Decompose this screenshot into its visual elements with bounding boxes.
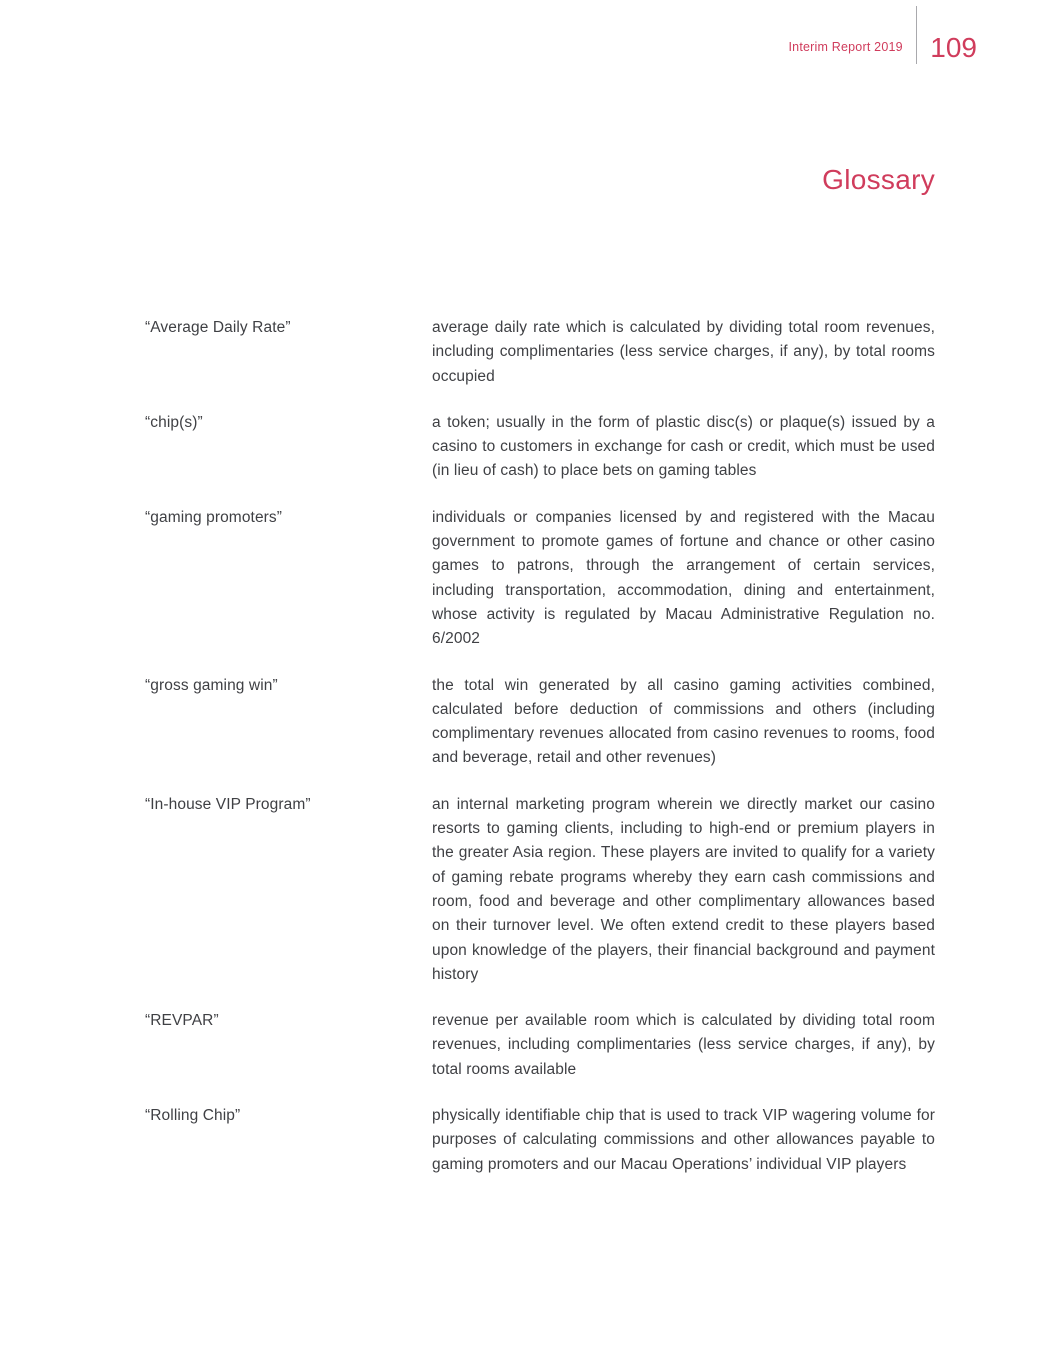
page-title: Glossary (822, 164, 935, 195)
page-number: 109 (930, 32, 977, 63)
page-header (789, 6, 978, 64)
glossary-term: “Average Daily Rate” (145, 319, 291, 336)
glossary-list (145, 316, 935, 1199)
glossary-definition: a token; usually in the form of plastic disc(s) or plaque(s) issued by a casino to customers in exchange for cash or credit, which must be used (in lieu of cash) to place bets on gaming tables (432, 413, 935, 480)
glossary-entry (145, 411, 935, 484)
glossary-entry (145, 1009, 935, 1082)
report-title: Interim Report 2019 (788, 40, 903, 54)
glossary-term: “gross gaming win” (145, 676, 278, 694)
glossary-definition: individuals or companies licensed by and registered with the Macau government to promote games of fortune and chance or other casino games to patrons, through the arrangement of certain services, including transportation, accommodation, dining and entertainment, whose activity is regulated by Macau Administrative Regulation no. 6/2002 (432, 508, 935, 648)
glossary-term: “chip(s)” (145, 413, 203, 431)
glossary-entry (145, 316, 935, 389)
glossary-definition: an internal marketing program wherein we directly market our casino resorts to gaming clients, including to high-end or premium players in the greater Asia region. These players are invited to qualify for a variety of gaming rebate programs whereby they earn cash commissions and room, food and beverage and other complimentary allowances based on their turnover level. We often extend credit to these players based upon knowledge of the players, their financial background and payment history (432, 795, 935, 983)
glossary-term: “gaming promoters” (145, 508, 283, 526)
glossary-definition: physically identifiable chip that is used to track VIP wagering volume for purposes of calculating commissions and other allowances payable to gaming promoters and our Macau Operations’ individual VIP players (432, 1107, 935, 1173)
glossary-definition: average daily rate which is calculated by dividing total room revenues, including complimentaries (less service charges, if any), by total rooms occupied (432, 319, 935, 385)
glossary-entry (145, 674, 935, 771)
glossary-entry (145, 506, 935, 652)
glossary-entry (145, 793, 935, 987)
header-divider (916, 6, 918, 64)
glossary-definition: revenue per available room which is calculated by dividing total room revenues, including complimentaries (less service charges, if any), by total rooms available (432, 1012, 935, 1078)
glossary-term: “Rolling Chip” (145, 1107, 241, 1125)
glossary-term: “REVPAR” (145, 1012, 219, 1030)
glossary-entry (145, 1104, 935, 1177)
glossary-term: “In-house VIP Program” (145, 795, 311, 813)
glossary-definition: the total win generated by all casino gaming activities combined, calculated before deduction of commissions and others (including complimentary revenues allocated from casino revenues to rooms, food and beverage, retail and other revenues) (432, 676, 935, 767)
